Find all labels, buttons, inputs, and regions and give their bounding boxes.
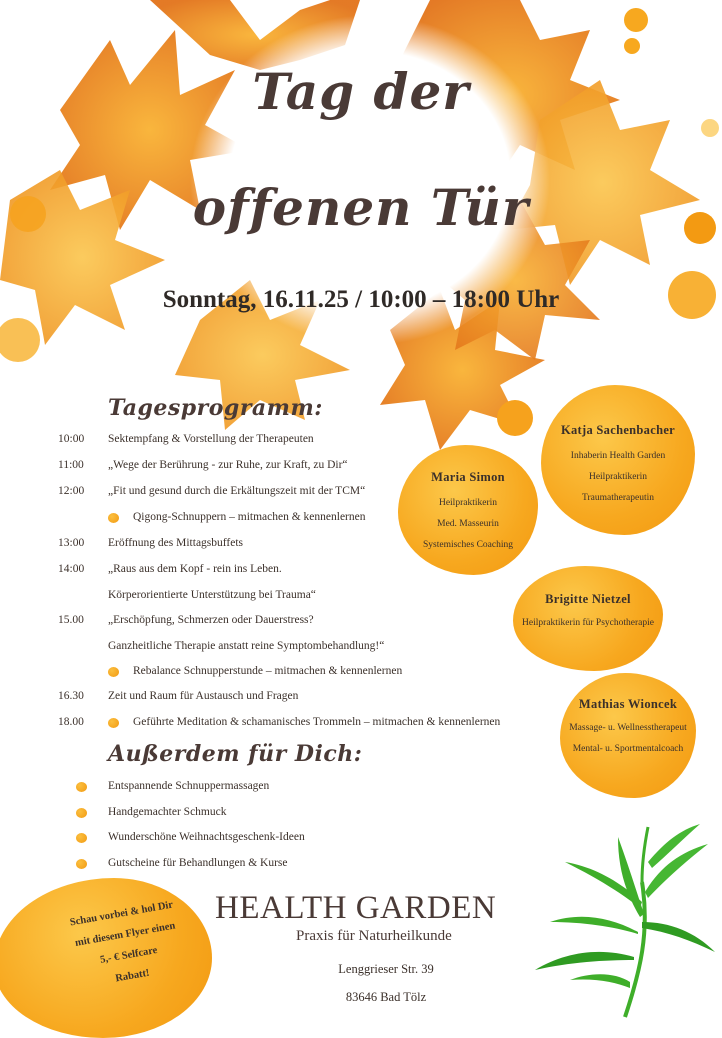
bullet-dot-icon: [76, 859, 87, 869]
program-row: [0, 665, 540, 685]
program-text: Rebalance Schnupperstunde – mitmachen & kennenlernen: [133, 665, 403, 677]
page-title-line1: Tag der: [252, 62, 470, 121]
therapist-role: Traumatherapeutin: [582, 493, 654, 503]
promo-line: Schau vorbei & hol Dir: [69, 899, 174, 929]
therapist-role: Massage- u. Wellnesstherapeut: [569, 723, 687, 733]
program-time: 18.00: [58, 716, 84, 728]
extras-heading: Außerdem für Dich:: [108, 741, 363, 767]
program-row: [0, 690, 540, 710]
program-text: Geführte Meditation & schamanisches Trommeln – mitmachen & kennenlernen: [133, 716, 501, 728]
therapist-name: Brigitte Nietzel: [545, 592, 631, 606]
therapist-name: Katja Sachenbacher: [560, 423, 676, 437]
extra-text: Handgemachter Schmuck: [108, 806, 227, 818]
program-text: Qigong-Schnuppern – mitmachen & kennenlernen: [133, 511, 366, 523]
program-text: Ganzheitliche Therapie anstatt reine Symptombehandlung!“: [108, 640, 385, 652]
address-street: Lenggrieser Str. 39: [338, 962, 434, 976]
program-time: 15.00: [58, 614, 84, 626]
program-time: 12:00: [58, 485, 85, 497]
extra-text: Gutscheine für Behandlungen & Kurse: [108, 857, 288, 869]
therapist-role: Systemisches Coaching: [423, 540, 513, 550]
page-title-line2: offenen Tür: [192, 178, 530, 237]
therapist-katja: [541, 423, 695, 509]
therapist-name: Mathias Wioncek: [578, 697, 678, 711]
address-city: 83646 Bad Tölz: [345, 990, 427, 1004]
therapist-role: Mental- u. Sportmentalcoach: [572, 744, 684, 754]
program-row: [0, 716, 540, 736]
therapist-role: Heilpraktikerin: [588, 472, 648, 482]
bullet-dot-icon: [76, 808, 87, 818]
therapist-brigitte: [513, 592, 663, 634]
program-text: Sektempfang & Vorstellung der Therapeuten: [108, 433, 314, 445]
program-time: 16.30: [58, 690, 84, 702]
brand-subtitle: Praxis für Naturheilkunde: [296, 928, 452, 944]
bullet-dot-icon: [76, 782, 87, 792]
program-time: 11:00: [58, 459, 84, 471]
program-text: Eröffnung des Mittagsbuffets: [108, 537, 244, 549]
therapist-role: Inhaberin Health Garden: [570, 451, 666, 461]
extra-text: Wunderschöne Weihnachtsgeschenk-Ideen: [108, 831, 305, 843]
program-row: [0, 614, 540, 634]
bamboo-icon: [530, 822, 720, 1022]
promo-line: Rabatt!: [114, 967, 151, 985]
bullet-dot-icon: [108, 667, 119, 677]
program-text: „Raus aus dem Kopf - rein ins Leben.: [108, 563, 282, 575]
program-time: 14:00: [58, 563, 85, 575]
program-text: Zeit und Raum für Austausch und Fragen: [108, 690, 299, 702]
program-row: [0, 589, 540, 609]
program-text: „Erschöpfung, Schmerzen oder Dauerstress?: [108, 614, 314, 626]
program-heading: Tagesprogramm:: [108, 395, 323, 421]
event-date-time: Sonntag, 16.11.25 / 10:00 – 18:00 Uhr: [162, 286, 560, 313]
bullet-dot-icon: [108, 513, 119, 523]
program-text: „Wege der Berührung - zur Ruhe, zur Kraft, zu Dir“: [108, 459, 348, 471]
promo-line: mit diesem Flyer einen: [74, 920, 177, 949]
program-row: [0, 640, 540, 660]
therapist-mathias: [552, 697, 704, 760]
therapist-role: Heilpraktikerin für Psychotherapie: [522, 618, 654, 628]
extra-text: Entspannende Schnuppermassagen: [108, 780, 270, 792]
therapist-name: Maria Simon: [431, 470, 505, 484]
therapist-role: Heilpraktikerin: [438, 498, 498, 508]
program-text: Körperorientierte Unterstützung bei Trauma“: [108, 589, 316, 601]
therapist-maria: [398, 470, 538, 556]
therapist-role: Med. Masseurin: [437, 519, 499, 529]
program-time: 10:00: [58, 433, 85, 445]
bullet-dot-icon: [76, 833, 87, 843]
brand-name: HEALTH GARDEN: [215, 890, 497, 926]
promo-line: 5,- € Selfcare: [99, 944, 159, 966]
program-text: „Fit und gesund durch die Erkältungszeit mit der TCM“: [108, 485, 366, 497]
program-time: 13:00: [58, 537, 85, 549]
bullet-dot-icon: [108, 718, 119, 728]
